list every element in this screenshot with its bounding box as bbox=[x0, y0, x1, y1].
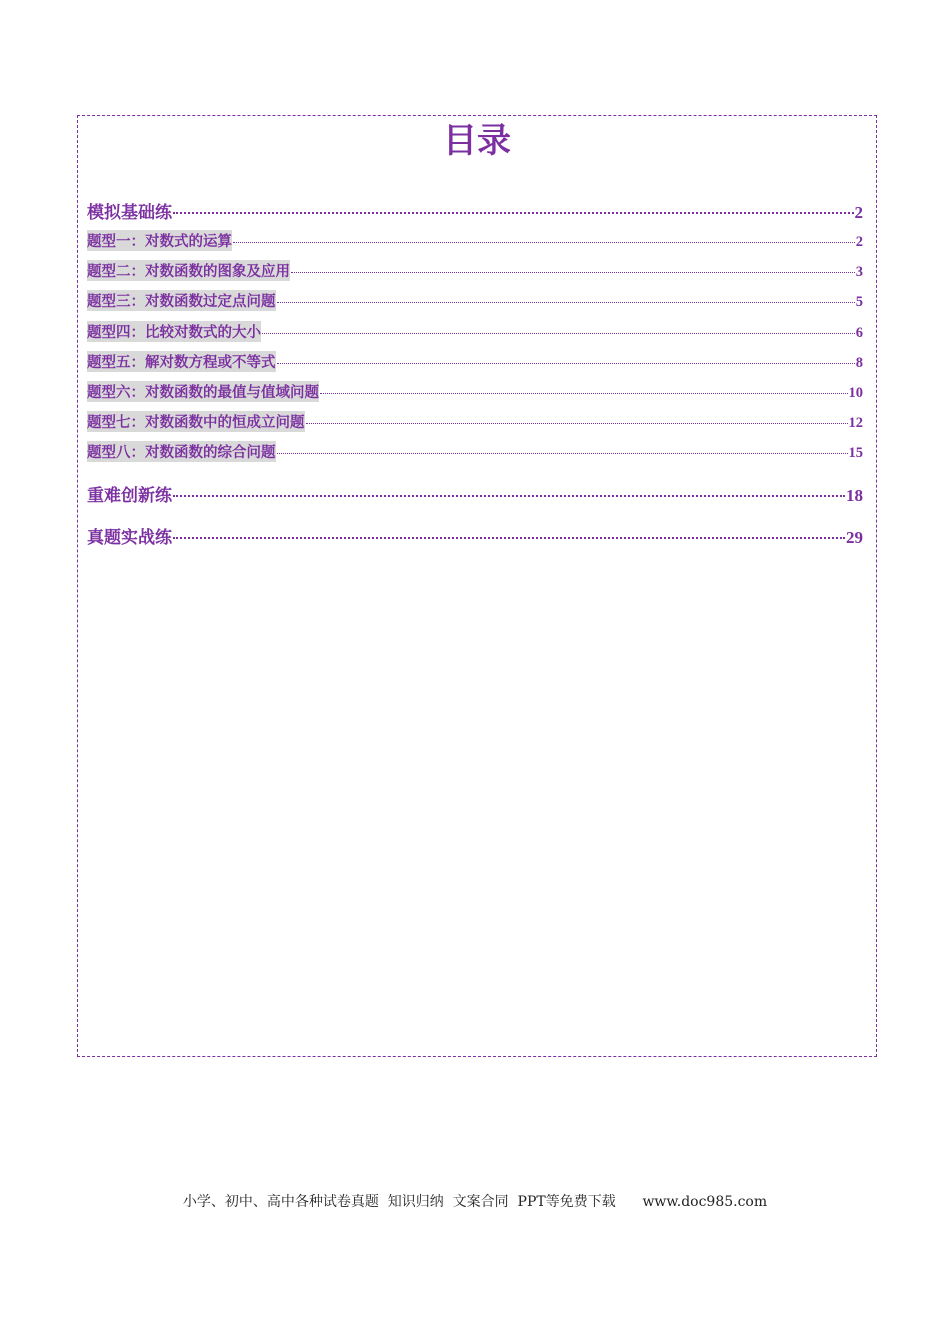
toc-entry-label: 重难创新练 bbox=[87, 486, 172, 506]
toc-entry-basic-practice[interactable] bbox=[87, 198, 863, 223]
toc-entry-type-3[interactable] bbox=[87, 290, 863, 311]
toc-leader-dots bbox=[277, 302, 855, 303]
toc-entry-hard-innovative[interactable] bbox=[87, 481, 863, 506]
toc-entry-label: 题型三：对数函数过定点问题 bbox=[87, 290, 276, 311]
toc-title: 目录 bbox=[443, 121, 511, 161]
toc-leader-dots bbox=[173, 495, 845, 497]
toc-entry-type-5[interactable] bbox=[87, 351, 863, 372]
toc-entry-page: 8 bbox=[855, 355, 863, 371]
toc-entry-type-1[interactable] bbox=[87, 230, 863, 251]
toc-entry-label: 模拟基础练 bbox=[87, 203, 172, 223]
toc-leader-dots bbox=[233, 242, 855, 243]
toc-leader-dots bbox=[277, 453, 848, 454]
toc-entry-page: 29 bbox=[846, 528, 863, 547]
toc-entry-label: 真题实战练 bbox=[87, 528, 172, 548]
toc-entry-type-4[interactable] bbox=[87, 321, 863, 342]
toc-entry-real-exam[interactable] bbox=[87, 523, 863, 548]
toc-leader-dots bbox=[173, 537, 845, 539]
toc-entry-label: 题型八：对数函数的综合问题 bbox=[87, 441, 276, 462]
toc-leader-dots bbox=[320, 393, 848, 394]
toc-entry-type-7[interactable] bbox=[87, 411, 863, 432]
toc-leader-dots bbox=[306, 423, 848, 424]
toc-entry-page: 10 bbox=[848, 385, 863, 401]
footer-url[interactable]: www.doc985.com bbox=[642, 1194, 768, 1210]
toc-entry-label: 题型四：比较对数式的大小 bbox=[87, 321, 261, 342]
toc-entry-label: 题型六：对数函数的最值与值域问题 bbox=[87, 381, 319, 402]
toc-entry-label: 题型一：对数式的运算 bbox=[87, 230, 232, 251]
toc-entry-page: 15 bbox=[848, 445, 863, 461]
toc-entry-page: 18 bbox=[846, 486, 863, 505]
toc-entry-type-8[interactable] bbox=[87, 441, 863, 462]
toc-leader-dots bbox=[277, 363, 855, 364]
toc-leader-dots bbox=[291, 272, 855, 273]
page-footer bbox=[0, 1191, 950, 1211]
toc-leader-dots bbox=[173, 212, 854, 214]
toc-entry-type-2[interactable] bbox=[87, 260, 863, 281]
toc-entry-type-6[interactable] bbox=[87, 381, 863, 402]
toc-leader-dots bbox=[262, 333, 855, 334]
toc-entry-page: 3 bbox=[855, 264, 863, 280]
toc-entry-page: 5 bbox=[855, 294, 863, 310]
toc-frame bbox=[77, 115, 877, 1057]
toc-entry-label: 题型二：对数函数的图象及应用 bbox=[87, 260, 290, 281]
toc-entry-label: 题型七：对数函数中的恒成立问题 bbox=[87, 411, 305, 432]
toc-entry-page: 2 bbox=[854, 203, 863, 222]
footer-text: 小学、初中、高中各种试卷真题 知识归纳 文案合同 PPT等免费下载 bbox=[182, 1194, 616, 1210]
toc-entry-page: 2 bbox=[855, 234, 863, 250]
toc-entry-label: 题型五：解对数方程或不等式 bbox=[87, 351, 276, 372]
toc-entry-page: 6 bbox=[855, 325, 863, 341]
toc-entry-page: 12 bbox=[848, 415, 863, 431]
